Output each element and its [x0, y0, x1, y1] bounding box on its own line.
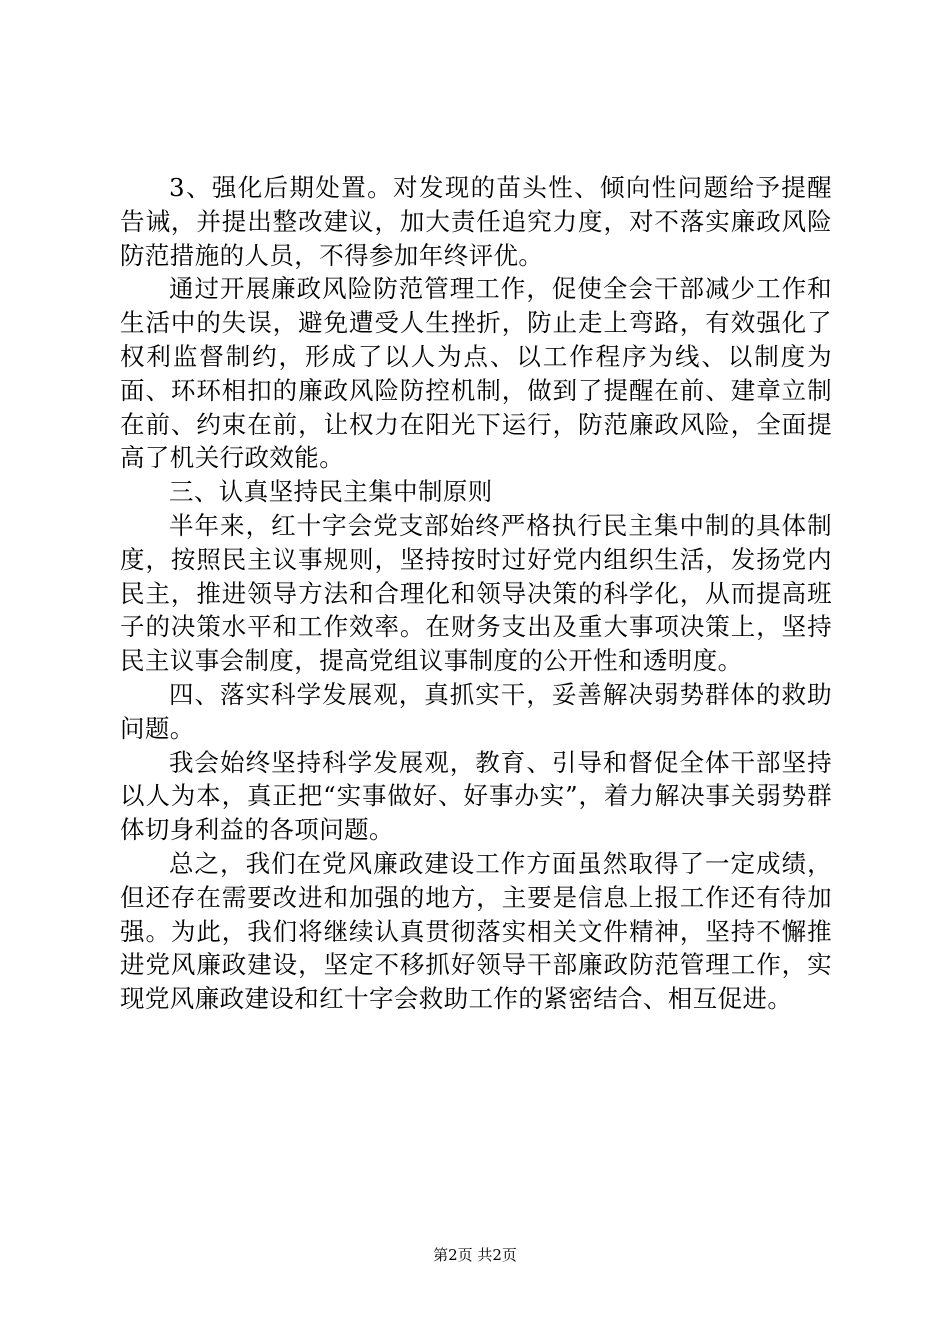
page-number-footer: 第2页 共2页 — [433, 1246, 517, 1264]
paragraph-conclusion: 总之，我们在党风廉政建设工作方面虽然取得了一定成绩，但还存在需要改进和加强的地方，主要是信息上报工作还有待加强。为此，我们将继续认真贯彻落实相关文件精神，坚持不懈推进党风廉政建设，坚定不移抓好领导干部廉政防范管理工作，实现党风廉政建设和红十字会救助工作的紧密结合、相互促进。 — [120, 848, 832, 1014]
section-heading-scientific-development: 四、落实科学发展观，真抓实干，妥善解决弱势群体的救助问题。 — [120, 679, 832, 743]
paragraph-democratic-centralism: 半年来，红十字会党支部始终严格执行民主集中制的具体制度，按照民主议事规则，坚持按时过好党内组织生活，发扬党内民主，推进领导方法和合理化和领导决策的科学化，从而提高班子的决策水平和工作效率。在财务支出及重大事项决策上，坚持民主议事会制度，提高党组议事制度的公开性和透明度。 — [120, 510, 832, 676]
paragraph-late-handling: 3、强化后期处置。对发现的苗头性、倾向性问题给予提醒告诫，并提出整改建议，加大责任追究力度，对不落实廉政风险防范措施的人员，不得参加年终评优。 — [120, 173, 832, 270]
paragraph-scientific-development: 我会始终坚持科学发展观，教育、引导和督促全体干部坚持以人为本，真正把“实事做好、好事办实”，着力解决事关弱势群体切身利益的各项问题。 — [120, 747, 832, 845]
paragraph-risk-management-results: 通过开展廉政风险防范管理工作，促使全会干部减少工作和生活中的失误，避免遭受人生挫折，防止走上弯路，有效强化了权利监督制约，形成了以人为点、以工作程序为线、以制度为面、环环相扣的廉政风险防控机制，做到了提醒在前、建章立制在前、约束在前，让权力在阳光下运行，防范廉政风险，全面提高了机关行政效能。 — [120, 274, 832, 473]
section-heading-democratic-centralism: 三、认真坚持民主集中制原则 — [169, 477, 493, 507]
document-body — [120, 171, 832, 1016]
